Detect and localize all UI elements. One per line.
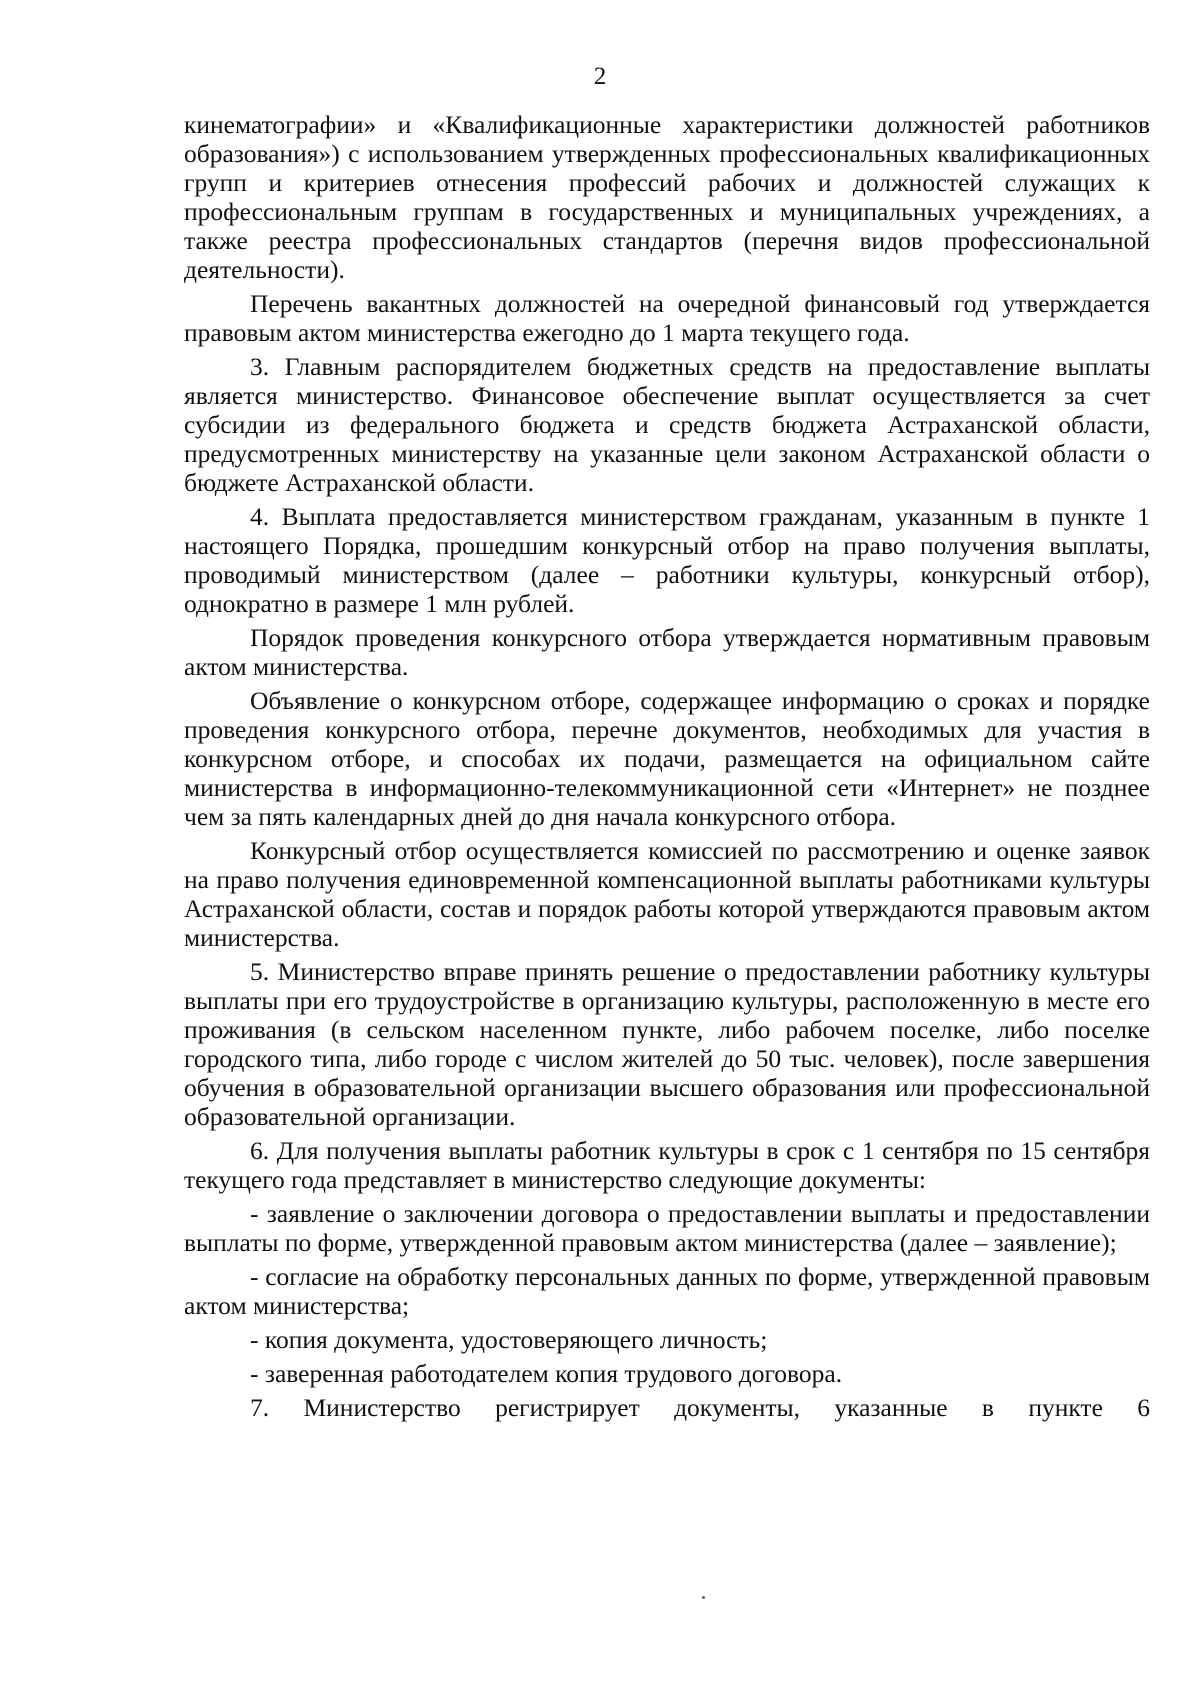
- page-number: 2: [593, 63, 607, 90]
- document-body: [184, 110, 1150, 1427]
- paragraph-item-3: 3. Главным распорядителем бюджетных средств на предоставление выплаты является министерство. Финансовое обеспечение выплат осуществляется за счет субсидии из федерального бюджета и средств бюджета Астраханской области, предусмотренных министерству на указанные цели законом Астраханской области о бюджете Астраханской области.: [184, 352, 1150, 497]
- paragraph-item-7: 7. Министерство регистрирует документы, указанные в пункте 6: [250, 1393, 1150, 1422]
- paragraph-item-4: 4. Выплата предоставляется министерством гражданам, указанным в пункте 1 настоящего Порядка, прошедшим конкурсный отбор на право получения выплаты, проводимый министерством (далее – работники культуры, конкурсный отбор), однократно в размере 1 млн рублей.: [184, 502, 1150, 618]
- paragraph-item-6: 6. Для получения выплаты работник культуры в срок с 1 сентября по 15 сентября текущего года представляет в министерство следующие документы:: [184, 1136, 1150, 1194]
- list-item-application: - заявление о заключении договора о предоставлении выплаты и предоставлении выплаты по форме, утвержденной правовым актом министерства (далее – заявление);: [184, 1199, 1150, 1257]
- list-item-employment-contract: - заверенная работодателем копия трудового договора.: [250, 1359, 843, 1388]
- paragraph-announcement: Объявление о конкурсном отборе, содержащее информацию о сроках и порядке проведения конкурсного отбора, перечне документов, необходимых для участия в конкурсном отборе, и способах их подачи, размещается на официальном сайте министерства в информационно-телекоммуникационной сети «Интернет» не позднее чем за пять календарных дней до дня начала конкурсного отбора.: [184, 686, 1150, 831]
- paragraph-item-5: 5. Министерство вправе принять решение о предоставлении работнику культуры выплаты при его трудоустройстве в организацию культуры, расположенную в месте его проживания (в сельском населенном пункте, либо рабочем поселке, либо поселке городского типа, либо городе с числом жителей до 50 тыс. человек), после завершения обучения в образовательной организации высшего образования или профессиональной образовательной организации.: [184, 957, 1150, 1131]
- paragraph-continuation: кинематографии» и «Квалификационные характеристики должностей работников образования») с использованием утвержденных профессиональных квалификационных групп и критериев отнесения профессий рабочих и должностей служащих к профессиональным группам в государственных и муниципальных учреждениях, а также реестра профессиональных стандартов (перечня видов профессиональной деятельности).: [184, 110, 1150, 284]
- paragraph-selection-procedure: Порядок проведения конкурсного отбора утверждается нормативным правовым актом министерства.: [184, 623, 1150, 681]
- list-item-identity-document: - копия документа, удостоверяющего личность;: [250, 1325, 768, 1354]
- paragraph-vacancy-list: Перечень вакантных должностей на очередной финансовый год утверждается правовым актом министерства ежегодно до 1 марта текущего года.: [184, 289, 1150, 347]
- list-item-consent: - согласие на обработку персональных данных по форме, утвержденной правовым актом министерства;: [184, 1262, 1150, 1320]
- paragraph-commission: Конкурсный отбор осуществляется комиссией по рассмотрению и оценке заявок на право получения единовременной компенсационной выплаты работниками культуры Астраханской области, состав и порядок работы которой утверждаются правовым актом министерства.: [184, 836, 1150, 952]
- scan-speck: [702, 1596, 705, 1599]
